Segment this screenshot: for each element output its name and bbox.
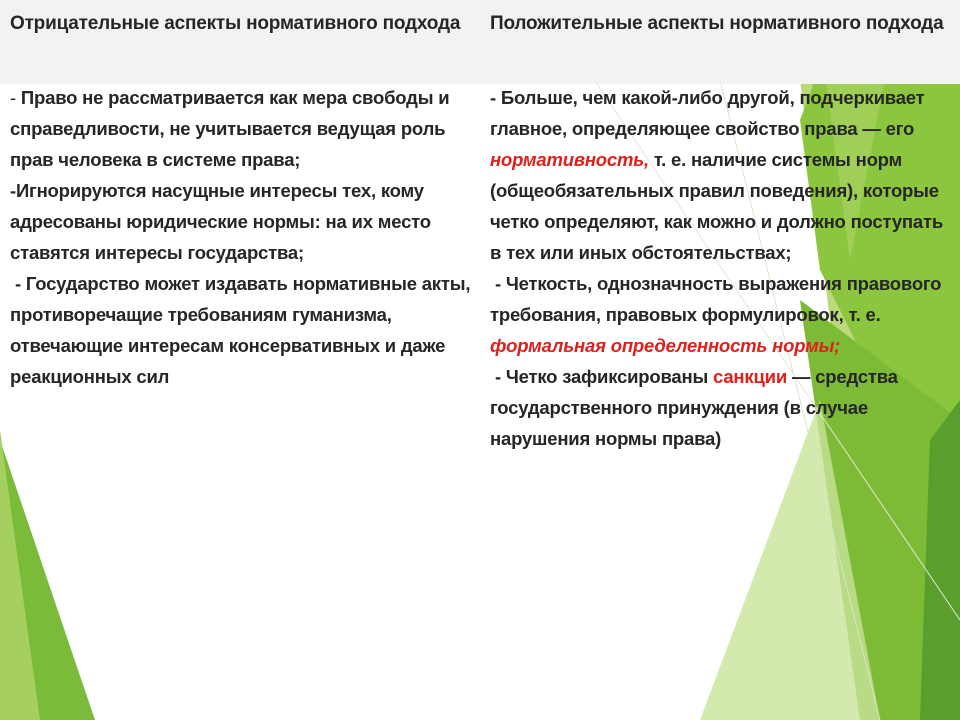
highlight-sanctions: санкции [713, 366, 787, 387]
item-text: Право не рассматривается как мера свободы и справедливости, не учитывается ведущая роль прав человека в системе права; [10, 87, 450, 170]
negative-item-2: -Игнорируются насущные интересы тех, кому адресованы юридические нормы: на их место ставятся интересы государства; [10, 180, 431, 263]
negative-aspects-column [10, 8, 475, 392]
item-dash: - [10, 87, 21, 108]
positive-item-3 [490, 361, 950, 454]
positive-aspects-column [490, 8, 950, 454]
negative-aspects-heading: Отрицательные аспекты нормативного подхода [10, 13, 461, 34]
item-text-before: - Четкость, однозначность выражения правового требования, правовых формулировок, т. е. [490, 273, 947, 325]
item-text-after: т. е. наличие системы норм (общеобязательных правил поведения), которые четко определяют, как можно и должно поступать в тех или иных обстоятельствах; [490, 149, 944, 263]
positive-aspects-heading: Положительные аспекты нормативного подхода [490, 13, 944, 34]
positive-aspects-body [490, 82, 950, 454]
negative-item-3: - Государство может издавать нормативные акты, противоречащие требованиям гуманизма, отвечающие интересам консервативных и даже реакционных сил [10, 273, 476, 387]
item-text-before: - Четко зафиксированы [490, 366, 714, 387]
highlight-formal-certainty: формальная определенность нормы; [490, 335, 841, 356]
item-text-before: - Больше, чем какой-либо другой, подчеркивает главное, определяющее свойство права — его [490, 87, 925, 139]
positive-item-1 [490, 82, 950, 268]
item-text-after: — средства государственного принуждения (в случае нарушения нормы права) [490, 366, 903, 449]
highlight-normativity: нормативность, [490, 149, 649, 170]
positive-item-2 [490, 268, 950, 361]
negative-item-1 [10, 82, 475, 175]
negative-aspects-body [10, 82, 475, 392]
